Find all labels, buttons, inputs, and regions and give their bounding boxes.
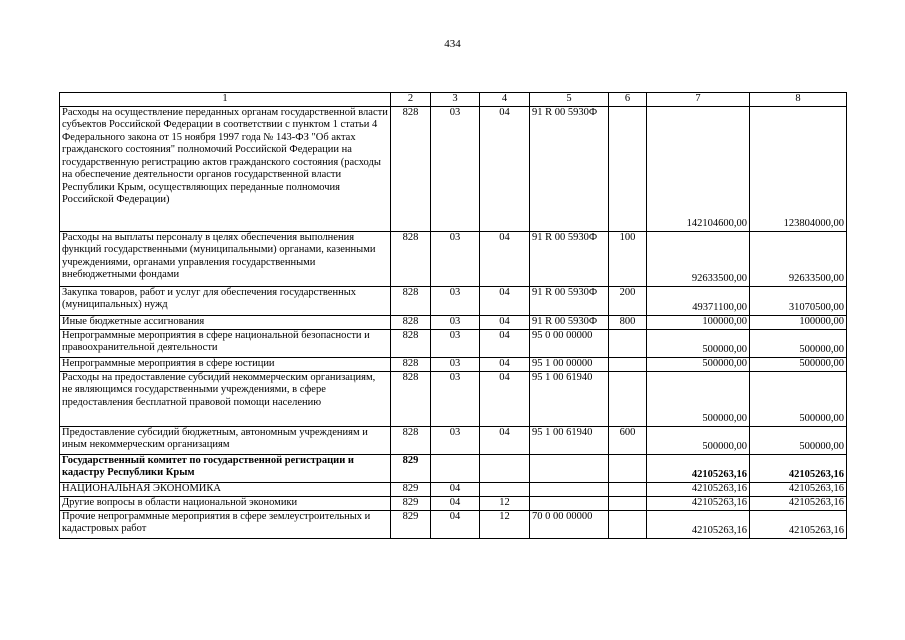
row-col7: 500000,00 — [647, 357, 750, 371]
row-col5: 95 1 00 00000 — [530, 357, 609, 371]
row-col8: 500000,00 — [750, 329, 847, 357]
row-col6: 200 — [609, 286, 647, 315]
row-col2: 828 — [391, 426, 431, 454]
row-col7: 142104600,00 — [647, 106, 750, 231]
table-header-row — [60, 93, 847, 107]
row-col6: 600 — [609, 426, 647, 454]
row-col7: 92633500,00 — [647, 231, 750, 286]
row-description: Прочие непрограммные мероприятия в сфере землеустроительных и кадастровых работ — [60, 510, 391, 538]
row-col5 — [530, 496, 609, 510]
row-description: Непрограммные мероприятия в сфере национальной безопасности и правоохранительной деятельности — [60, 329, 391, 357]
row-col2: 829 — [391, 510, 431, 538]
row-col5: 91 R 00 5930Ф — [530, 315, 609, 329]
row-col8: 500000,00 — [750, 426, 847, 454]
row-description: Иные бюджетные ассигнования — [60, 315, 391, 329]
row-col3: 03 — [431, 315, 480, 329]
row-col5: 91 R 00 5930Ф — [530, 106, 609, 231]
table-row — [60, 454, 847, 482]
table-row — [60, 286, 847, 315]
row-col8: 100000,00 — [750, 315, 847, 329]
row-description: Государственный комитет по государственной регистрации и кадастру Республики Крым — [60, 454, 391, 482]
header-cell: 6 — [609, 93, 647, 107]
row-col4: 04 — [480, 231, 530, 286]
table-row — [60, 315, 847, 329]
row-col6 — [609, 510, 647, 538]
row-description: НАЦИОНАЛЬНАЯ ЭКОНОМИКА — [60, 482, 391, 496]
row-col4: 04 — [480, 426, 530, 454]
row-col3: 03 — [431, 426, 480, 454]
row-col4: 04 — [480, 357, 530, 371]
row-col6 — [609, 454, 647, 482]
row-col7: 500000,00 — [647, 371, 750, 426]
page-number: 434 — [444, 38, 461, 50]
row-col7: 42105263,16 — [647, 454, 750, 482]
table-row — [60, 510, 847, 538]
row-col7: 49371100,00 — [647, 286, 750, 315]
row-col7: 42105263,16 — [647, 482, 750, 496]
row-col5 — [530, 454, 609, 482]
row-col8: 42105263,16 — [750, 510, 847, 538]
table-row — [60, 106, 847, 231]
row-col8: 42105263,16 — [750, 482, 847, 496]
table-row — [60, 357, 847, 371]
row-col7: 500000,00 — [647, 329, 750, 357]
row-col5: 91 R 00 5930Ф — [530, 286, 609, 315]
row-col3: 03 — [431, 329, 480, 357]
row-col4: 12 — [480, 496, 530, 510]
row-col2: 829 — [391, 482, 431, 496]
row-col2: 828 — [391, 357, 431, 371]
row-col8: 500000,00 — [750, 371, 847, 426]
row-col7: 500000,00 — [647, 426, 750, 454]
row-col6: 800 — [609, 315, 647, 329]
row-col3: 03 — [431, 371, 480, 426]
header-cell: 7 — [647, 93, 750, 107]
row-description: Предоставление субсидий бюджетным, автономным учреждениям и иным некоммерческим организациям — [60, 426, 391, 454]
row-col3: 03 — [431, 106, 480, 231]
row-description: Расходы на осуществление переданных органам государственной власти субъектов Российской Федерации в соответствии с пунктом 1 статьи 4 Федерального закона от 15 ноября 1997 года № 143-ФЗ "Об актах гражданского состояния" полномочий Российской Федерации на государственную регистрацию актов гражданского состояния (расходы на обеспечение деятельности органов государственной власти Республики Крым, осуществляющих переданные полномочия Российской Федерации) — [60, 106, 391, 231]
row-col8: 500000,00 — [750, 357, 847, 371]
table-row — [60, 329, 847, 357]
row-col6 — [609, 496, 647, 510]
row-col8: 123804000,00 — [750, 106, 847, 231]
row-col8: 42105263,16 — [750, 496, 847, 510]
header-cell: 2 — [391, 93, 431, 107]
row-col6 — [609, 357, 647, 371]
row-col4 — [480, 454, 530, 482]
row-col6 — [609, 371, 647, 426]
row-col2: 828 — [391, 286, 431, 315]
row-col4: 04 — [480, 315, 530, 329]
row-col2: 828 — [391, 231, 431, 286]
row-col6 — [609, 106, 647, 231]
row-col5: 95 1 00 61940 — [530, 426, 609, 454]
row-col2: 828 — [391, 106, 431, 231]
row-col7: 100000,00 — [647, 315, 750, 329]
row-col6 — [609, 482, 647, 496]
row-col2: 829 — [391, 496, 431, 510]
row-col3 — [431, 454, 480, 482]
budget-table — [59, 92, 847, 539]
row-description: Другие вопросы в области национальной экономики — [60, 496, 391, 510]
header-cell: 4 — [480, 93, 530, 107]
row-col3: 03 — [431, 286, 480, 315]
row-col3: 04 — [431, 482, 480, 496]
row-col2: 828 — [391, 315, 431, 329]
row-col2: 829 — [391, 454, 431, 482]
row-col3: 04 — [431, 510, 480, 538]
row-col4: 12 — [480, 510, 530, 538]
row-col4 — [480, 482, 530, 496]
row-col4: 04 — [480, 329, 530, 357]
row-col3: 03 — [431, 231, 480, 286]
row-col5: 95 1 00 61940 — [530, 371, 609, 426]
row-col6 — [609, 329, 647, 357]
row-col5: 95 0 00 00000 — [530, 329, 609, 357]
table-row — [60, 496, 847, 510]
header-cell: 5 — [530, 93, 609, 107]
row-col5: 70 0 00 00000 — [530, 510, 609, 538]
header-cell: 1 — [60, 93, 391, 107]
table-row — [60, 371, 847, 426]
row-col3: 03 — [431, 357, 480, 371]
row-col5 — [530, 482, 609, 496]
row-col2: 828 — [391, 329, 431, 357]
header-cell: 3 — [431, 93, 480, 107]
row-col4: 04 — [480, 286, 530, 315]
row-description: Закупка товаров, работ и услуг для обеспечения государственных (муниципальных) нужд — [60, 286, 391, 315]
row-col8: 31070500,00 — [750, 286, 847, 315]
row-col4: 04 — [480, 106, 530, 231]
row-col2: 828 — [391, 371, 431, 426]
row-col6: 100 — [609, 231, 647, 286]
row-col5: 91 R 00 5930Ф — [530, 231, 609, 286]
table-row — [60, 482, 847, 496]
row-col7: 42105263,16 — [647, 510, 750, 538]
row-description: Непрограммные мероприятия в сфере юстиции — [60, 357, 391, 371]
row-description: Расходы на выплаты персоналу в целях обеспечения выполнения функций государственными (муниципальными) органами, казенными учреждениями, органами управления государственными внебюджетными фондами — [60, 231, 391, 286]
row-col7: 42105263,16 — [647, 496, 750, 510]
row-col3: 04 — [431, 496, 480, 510]
table-row — [60, 426, 847, 454]
table-row — [60, 231, 847, 286]
row-col8: 42105263,16 — [750, 454, 847, 482]
header-cell: 8 — [750, 93, 847, 107]
row-col8: 92633500,00 — [750, 231, 847, 286]
row-description: Расходы на предоставление субсидий некоммерческим организациям, не являющимся государственными учреждениями, в сфере предоставления бесплатной правовой помощи населению — [60, 371, 391, 426]
row-col4: 04 — [480, 371, 530, 426]
